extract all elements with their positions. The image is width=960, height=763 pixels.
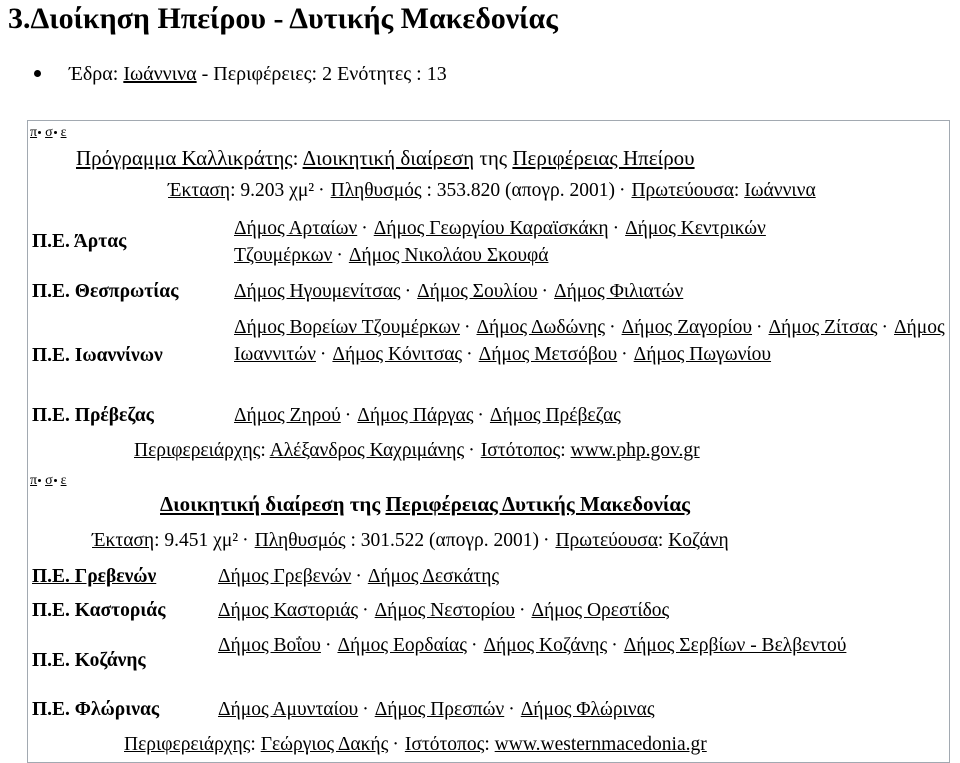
municipality-link[interactable]: Δήμος Γρεβενών	[218, 566, 352, 587]
municipality-link[interactable]: Δήμος Μετσόβου	[478, 344, 618, 365]
municipality-link[interactable]: Δήμος Ζαγορίου	[621, 317, 753, 338]
municipality-link[interactable]: Δήμος Πρεσπών	[374, 699, 505, 720]
capital-city-link[interactable]: Ιωάννινα	[744, 180, 816, 201]
epirus-title: Πρόγραμμα Καλλικράτης: Διοικητική διαίρεση της Περιφέρειας Ηπείρου	[76, 146, 695, 170]
separator-dot: ·	[242, 530, 249, 551]
area-link[interactable]: Έκταση	[92, 530, 155, 551]
separator-dot: ·	[542, 530, 550, 551]
municipality-list	[234, 215, 924, 269]
website-label-link[interactable]: Ιστότοπος	[480, 440, 561, 461]
municipality-link[interactable]: Δήμος Αρταίων	[234, 218, 358, 239]
municipality-link[interactable]: Δήμος Ζηρού	[234, 405, 341, 426]
separator-dot: ·	[344, 405, 352, 426]
municipality-link[interactable]: Δήμος Φλώρινας	[520, 699, 655, 720]
municipality-link[interactable]: Δήμος Ζίτσας	[768, 317, 878, 338]
navbox-pse-links	[30, 125, 67, 141]
population-link[interactable]: Πληθυσμός	[330, 180, 422, 201]
municipality-link[interactable]: Δήμος Νικολάου Σκουφά	[348, 245, 549, 266]
separator-dot: ·	[362, 600, 369, 621]
edit-template-link[interactable]: ε	[60, 473, 67, 488]
website-label-link[interactable]: Ιστότοπος	[404, 734, 485, 755]
municipality-link[interactable]: Δήμος Δωδώνης	[476, 317, 606, 338]
unit-label: Π.Ε. Ιωαννίνων	[32, 345, 163, 366]
area-link[interactable]: Έκταση	[168, 180, 231, 201]
unit-label: Π.Ε. Θεσπρωτίας	[32, 281, 179, 302]
separator-dot: ·	[466, 344, 473, 365]
separator-dot: ·	[319, 344, 327, 365]
separator-dot: ·	[324, 635, 332, 656]
separator-dot-icon	[54, 131, 57, 134]
edit-template-link[interactable]: ε	[60, 125, 67, 140]
municipality-link[interactable]: Δήμος Ορεστίδος	[531, 600, 670, 621]
municipality-list	[234, 314, 954, 368]
separator-dot: ·	[362, 699, 369, 720]
governor-name-link[interactable]: Γεώργιος Δακής	[260, 734, 389, 755]
municipality-link[interactable]: Δήμος Νεστορίου	[374, 600, 515, 621]
separator-dot: ·	[477, 405, 484, 426]
population-link[interactable]: Πληθυσμός	[254, 530, 346, 551]
municipality-list	[218, 563, 918, 590]
unit-label: Π.Ε. Άρτας	[32, 231, 127, 252]
separator-dot: ·	[318, 180, 325, 201]
municipality-link[interactable]: Δήμος Βοΐου	[218, 635, 321, 656]
separator-dot: ·	[336, 245, 343, 266]
municipality-link[interactable]: Δήμος Πρέβεζας	[489, 405, 621, 426]
view-template-link[interactable]: π	[30, 125, 38, 140]
separator-dot: ·	[612, 218, 620, 239]
epirus-region-link[interactable]: Περιφέρειας Ηπείρου	[512, 146, 695, 170]
bullet-icon	[34, 70, 41, 77]
municipality-list	[234, 402, 924, 429]
talk-template-link[interactable]: σ	[45, 473, 53, 488]
municipality-list	[218, 632, 908, 659]
municipality-link[interactable]: Δήμος Πωγωνίου	[633, 344, 772, 365]
separator-dot-icon	[38, 479, 41, 482]
talk-template-link[interactable]: σ	[45, 125, 53, 140]
unit-label: Π.Ε. Κοζάνης	[32, 650, 146, 671]
municipality-link[interactable]: Δήμος Δεσκάτης	[367, 566, 500, 587]
separator-dot: ·	[463, 317, 471, 338]
separator-dot: ·	[404, 281, 412, 302]
municipality-link[interactable]: Δήμος Ηγουμενίτσας	[234, 281, 401, 302]
separator-dot: ·	[361, 218, 368, 239]
epirus-footer: Περιφερειάρχης: Αλέξανδρος Καχριμάνης · Ιστότοπος: www.php.gov.gr	[134, 440, 700, 461]
division-link[interactable]: Διοικητική διαίρεση	[160, 492, 345, 516]
west-macedonia-navbox	[27, 471, 950, 763]
seat-line: Έδρα: Ιωάννινα - Περιφέρειες: 2 Ενότητες : 13	[34, 60, 447, 88]
west-macedonia-stats: Έκταση: 9.451 χμ² · Πληθυσμός : 301.522 (απογρ. 2001) · Πρωτεύουσα: Κοζάνη	[92, 530, 729, 551]
separator-dot: ·	[518, 600, 526, 621]
view-template-link[interactable]: π	[30, 473, 38, 488]
municipality-link[interactable]: Δήμος Αμυνταίου	[218, 699, 359, 720]
separator-dot: ·	[618, 180, 626, 201]
separator-dot: ·	[468, 440, 475, 461]
separator-dot: ·	[470, 635, 478, 656]
epirus-stats: Έκταση: 9.203 χμ² · Πληθυσμός : 353.820 (απογρ. 2001) · Πρωτεύουσα: Ιωάννινα	[168, 180, 816, 201]
west-macedonia-title: Διοικητική διαίρεση της Περιφέρειας Δυτικής Μακεδονίας	[160, 492, 690, 516]
municipality-list	[234, 278, 924, 305]
capital-link[interactable]: Πρωτεύουσα	[555, 530, 658, 551]
separator-dot: ·	[392, 734, 399, 755]
separator-dot-icon	[54, 479, 57, 482]
municipality-link[interactable]: Δήμος Φιλιατών	[554, 281, 684, 302]
separator-dot-icon	[38, 131, 41, 134]
municipality-list	[218, 696, 918, 723]
separator-dot: ·	[609, 317, 616, 338]
capital-city-link[interactable]: Κοζάνη	[668, 530, 729, 551]
municipality-link[interactable]: Δήμος Κόνιτσας	[332, 344, 463, 365]
navbox-pse-links	[30, 473, 67, 489]
separator-dot: ·	[355, 566, 362, 587]
municipality-link[interactable]: Δήμος Κεντρικών Τζουμέρκων	[234, 218, 766, 266]
municipality-link[interactable]: Δήμος Γεωργίου Καραϊσκάκη	[373, 218, 609, 239]
kallikratis-link[interactable]: Πρόγραμμα Καλλικράτης	[76, 146, 293, 170]
municipality-link[interactable]: Δήμος Καστοριάς	[218, 600, 359, 621]
division-link[interactable]: Διοικητική διαίρεση	[302, 146, 475, 170]
governor-name-link[interactable]: Αλέξανδρος Καχριμάνης	[269, 440, 465, 461]
municipality-list	[218, 597, 918, 624]
municipality-link[interactable]: Δήμος Σουλίου	[417, 281, 538, 302]
municipality-link[interactable]: Δήμος Εορδαίας	[337, 635, 467, 656]
municipality-link[interactable]: Δήμος Ιωαννιτών	[234, 317, 945, 365]
separator-dot: ·	[756, 317, 763, 338]
page-title: 3.Διοίκηση Ηπείρου - Δυτικής Μακεδονίας	[8, 2, 558, 35]
separator-dot: ·	[621, 344, 628, 365]
governor-link[interactable]: Περιφερειάρχης	[134, 440, 261, 461]
municipality-link[interactable]: Δήμος Σερβίων - Βελβεντού	[623, 635, 847, 656]
unit-label: Π.Ε. Φλώρινας	[32, 699, 160, 720]
west-macedonia-region-link[interactable]: Περιφέρειας Δυτικής Μακεδονίας	[385, 492, 690, 516]
capital-link[interactable]: Πρωτεύουσα	[631, 180, 734, 201]
municipality-link[interactable]: Δήμος Πάργας	[357, 405, 474, 426]
separator-dot: ·	[541, 281, 549, 302]
epirus-navbox	[27, 120, 950, 472]
separator-dot: ·	[611, 635, 618, 656]
unit-label: Π.Ε. Γρεβενών	[32, 566, 157, 587]
website-url-link[interactable]: www.php.gov.gr	[570, 440, 700, 461]
separator-dot: ·	[508, 699, 515, 720]
municipality-link[interactable]: Δήμος Βορείων Τζουμέρκων	[234, 317, 460, 338]
seat-city-link[interactable]: Ιωάννινα	[123, 63, 197, 85]
west-macedonia-footer: Περιφερειάρχης: Γεώργιος Δακής · Ιστότοπος: www.westernmacedonia.gr	[124, 734, 707, 755]
separator-dot: ·	[881, 317, 888, 338]
municipality-link[interactable]: Δήμος Κοζάνης	[483, 635, 608, 656]
unit-label: Π.Ε. Πρέβεζας	[32, 405, 154, 426]
unit-label: Π.Ε. Καστοριάς	[32, 600, 166, 621]
website-url-link[interactable]: www.westernmacedonia.gr	[494, 734, 707, 755]
governor-link[interactable]: Περιφερειάρχης	[124, 734, 251, 755]
